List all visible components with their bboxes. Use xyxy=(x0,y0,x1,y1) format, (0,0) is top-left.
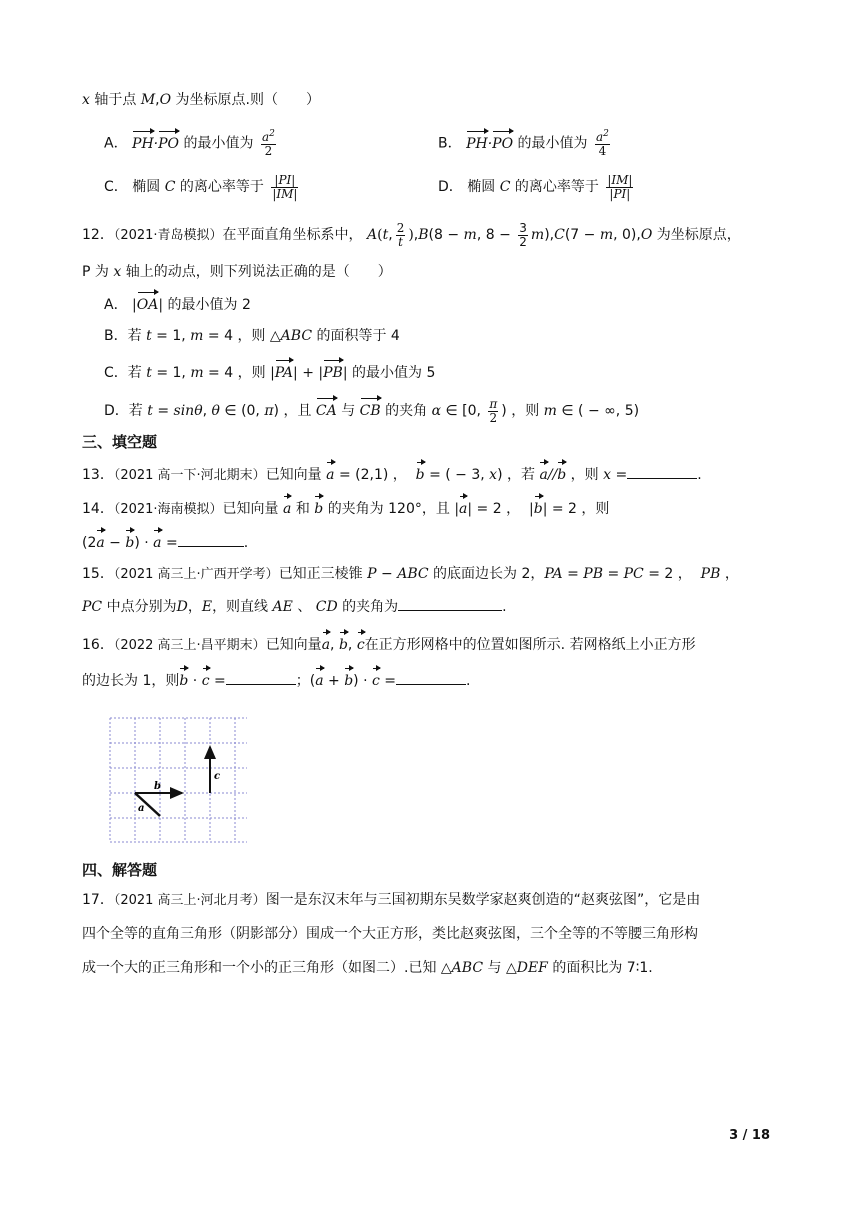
q11-option-a: A． PH·PO 的最小值为 $\frac{a^2}{2}$ xyxy=(104,129,275,158)
label-c: c xyxy=(214,771,221,782)
page-number: 3 / 18 xyxy=(729,1128,770,1143)
q16-line2: 的边长为 1，则b · c = ；(a + b) · c = . xyxy=(82,668,860,691)
section-title-fill-in: 三、填空题 xyxy=(82,433,158,451)
q13: 13．（2021 高一下·河北期末）已知向量 a = (2,1) ， b = ( − 3, x) ，若 a//b ，则 x = . xyxy=(82,462,860,486)
q11-option-b: B． PH·PO 的最小值为 $\frac{a^2}{4}$ xyxy=(438,129,609,158)
q14: 14．（2021·海南模拟）已知向量 a 和 b 的夹角为 120°，且 |a| = 2 ， |b| = 2 ，则 xyxy=(82,496,860,520)
q12-option-b: B．若 t = 1, m = 4 ，则 △ABC 的面积等于 4 xyxy=(104,328,400,344)
q14-line2: (2a − b) · a = . xyxy=(82,530,860,553)
q11-stem-tail: x 轴于点 M,O 为坐标原点.则（ ） xyxy=(82,92,320,108)
q11-option-d: D． 椭圆 C 的离心率等于 $\frac{|IM|}{|PI|}$ xyxy=(438,173,633,201)
label-b: b xyxy=(154,781,161,792)
q15-line2: PC 中点分别为D，E，则直线 AE 、 CD 的夹角为 . xyxy=(82,596,860,617)
vector-grid-figure xyxy=(102,710,254,846)
q12-option-a: A． |OA| 的最小值为 2 xyxy=(104,292,860,315)
q17-line2: 四个全等的直角三角形（阴影部分）围成一个大正方形，类比赵爽弦图，三个全等的不等腰三角形构 xyxy=(82,926,698,942)
q12-option-d: D．若 t = sinθ, θ ∈ (0, π) ，且 CA 与 CB 的夹角 α ∈ [0, $\frac{\pi}{2}$ ) ，则 m ∈ ( − ∞, 5) xyxy=(104,397,640,425)
section-title-solve: 四、解答题 xyxy=(82,861,158,879)
q15: 15．（2021 高三上·广西开学考）已知正三棱锥 P − ABC 的底面边长为 2，PA = PB = PC = 2 ， PB ， xyxy=(82,566,739,582)
q11-option-c: C． 椭圆 C 的离心率等于 $\frac{|PI|}{|IM|}$ xyxy=(104,173,298,201)
q17-line3: 成一个大的正三角形和一个小的正三角形（如图二）.已知 △ABC 与 △DEF 的面积比为 7∶1. xyxy=(82,960,653,976)
q12-stem: 12．（2021·青岛模拟）在平面直角坐标系中， A(t, $\frac{2}{t}$ ),B(8 − m, 8 − $\frac{3}{2}$ m),C(7 − m, 0),O 为坐标原点， xyxy=(82,221,741,249)
q12-option-c: C．若 t = 1, m = 4 ，则 |PA| + |PB| 的最小值为 5 xyxy=(104,360,860,383)
q17-line1: 17．（2021 高三上·河北月考）图一是东汉末年与三国初期东吴数学家赵爽创造的“赵爽弦图”，它是由 xyxy=(82,892,701,908)
label-a: a xyxy=(138,803,145,814)
q12-stem-line2: P 为 x 轴上的动点，则下列说法正确的是（ ） xyxy=(82,264,392,280)
q16: 16．（2022 高三上·昌平期末）已知向量a, b, c在正方形网格中的位置如图所示. 若网格纸上小正方形 xyxy=(82,632,860,656)
